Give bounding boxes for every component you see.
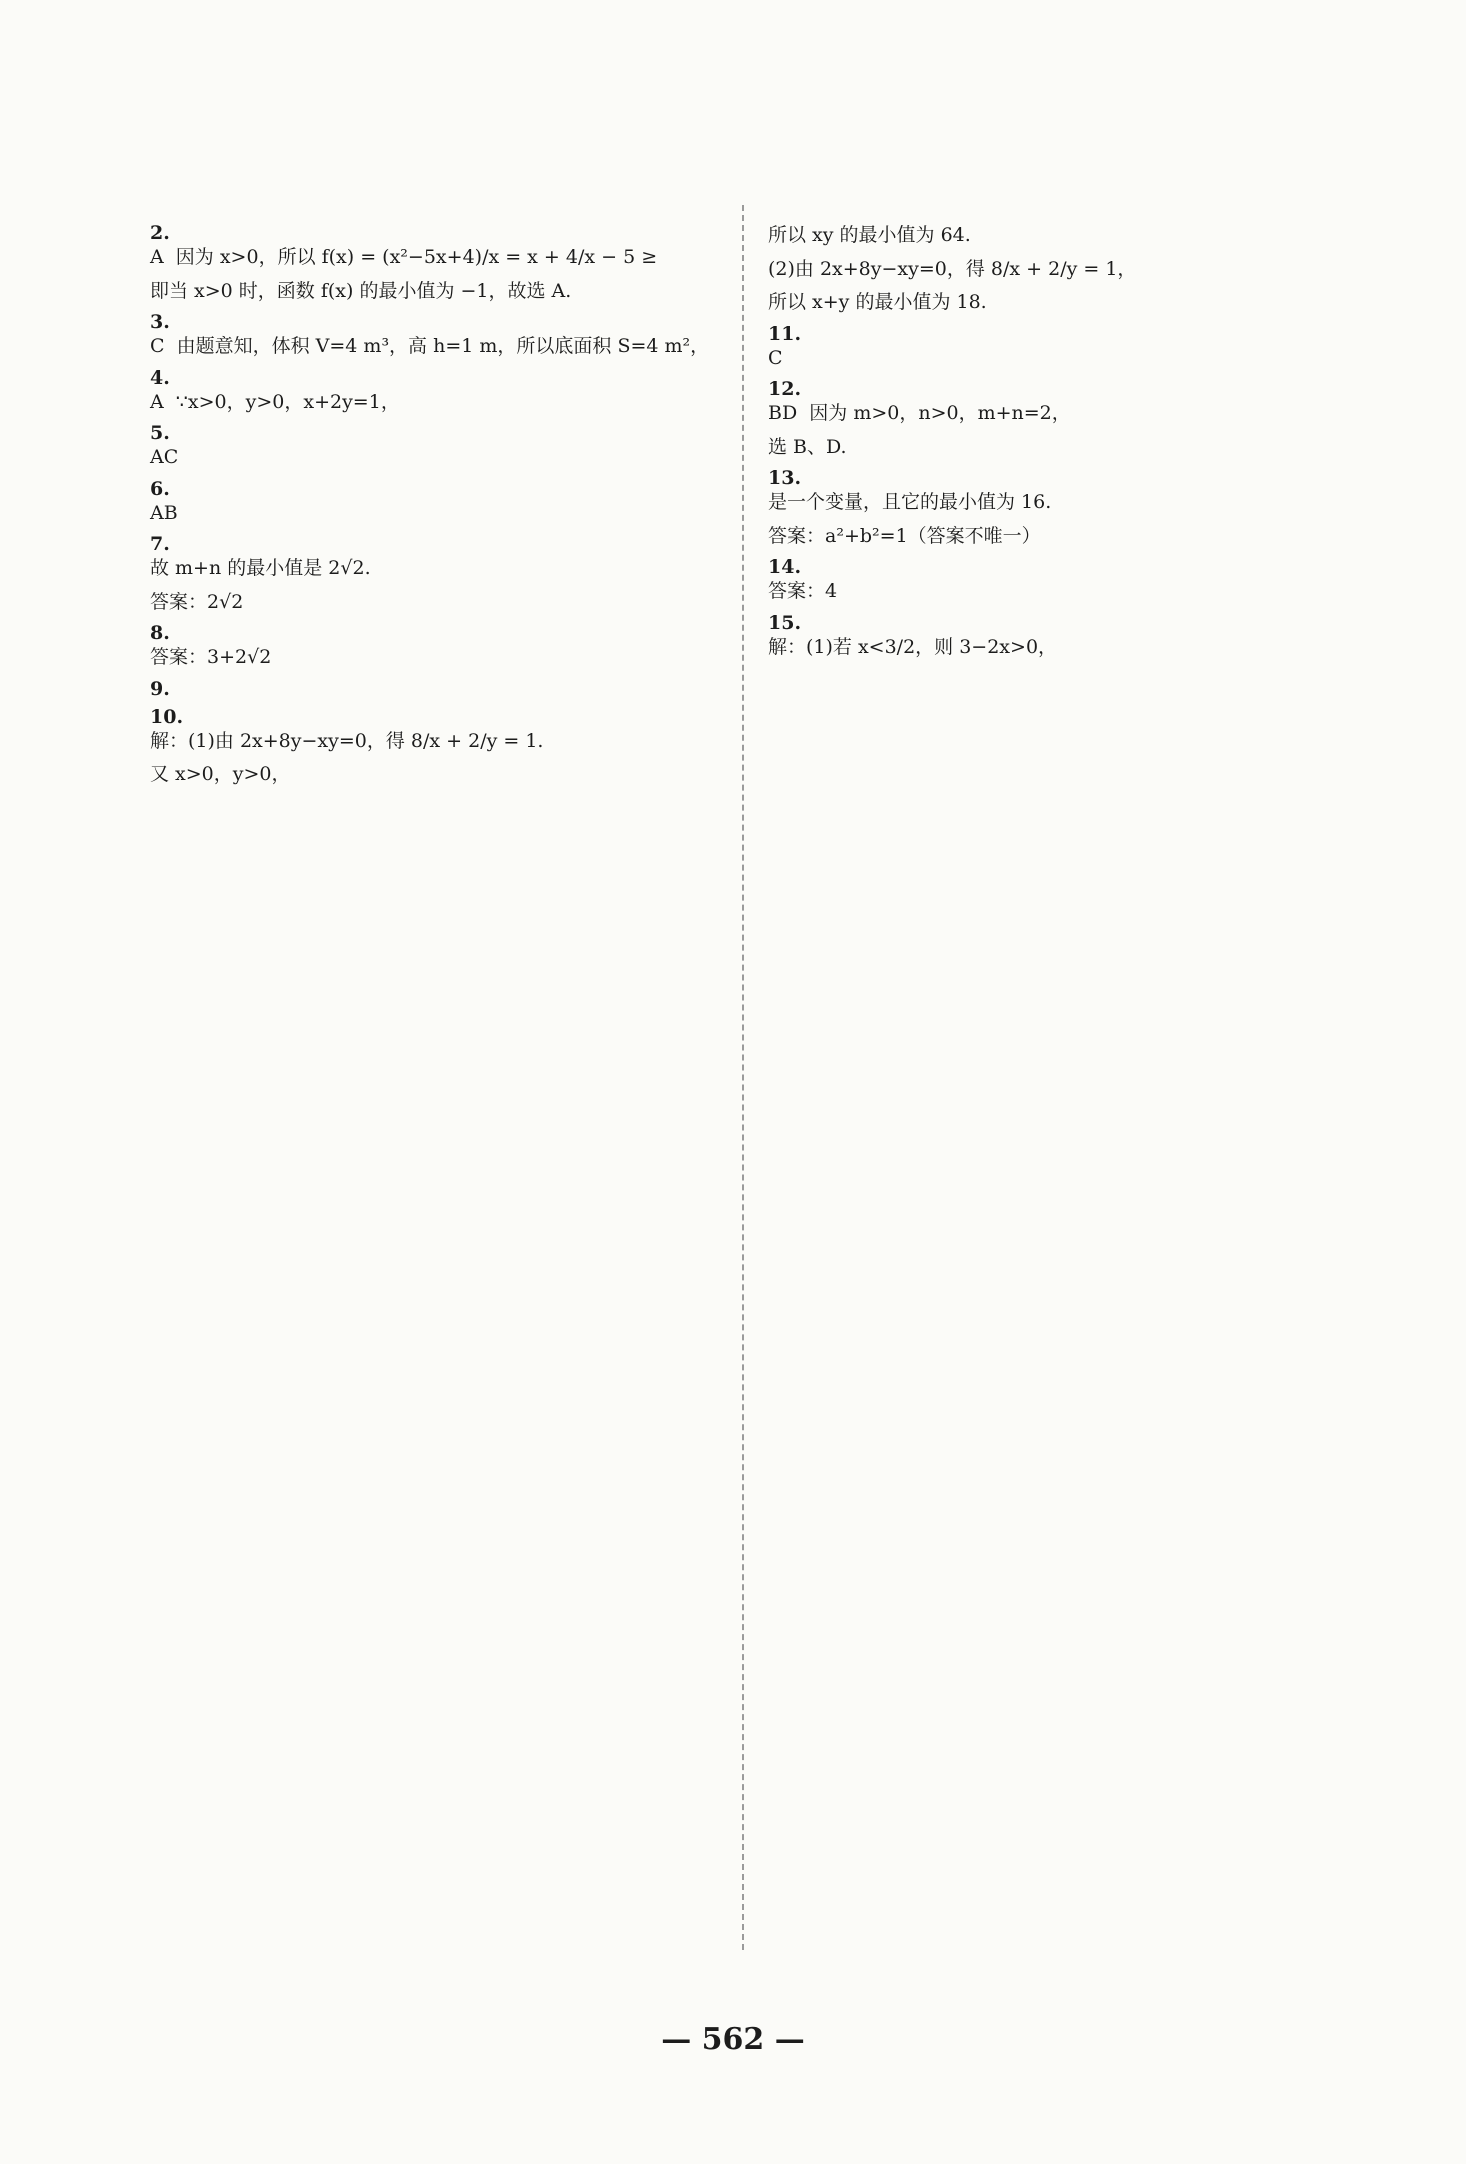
answer-line: 又 x>0，y>0，	[150, 763, 291, 786]
item-number: 2.	[150, 222, 170, 244]
answer-item	[150, 533, 722, 616]
item-number: 10.	[150, 705, 184, 728]
answer-item	[150, 222, 722, 305]
answer-item	[768, 467, 1340, 550]
answer-line: C 由题意知，体积 V=4 m³，高 h=1 m，所以底面积 S=4 m²，	[150, 335, 710, 358]
answer-line: A 因为 x>0，所以 f(x) = (x²−5x+4)/x = x + 4/x − 5 ≥	[150, 246, 658, 268]
answer-item	[768, 556, 1340, 606]
item-number: 5.	[150, 422, 170, 445]
answer-item	[150, 422, 722, 472]
item-number: 6.	[150, 477, 170, 500]
answer-line: 故 m+n 的最小值是 2√2.	[150, 557, 371, 580]
item-number: 13.	[768, 467, 802, 490]
answer-item	[150, 367, 722, 417]
answer-line: 答案：2√2	[150, 590, 244, 613]
answer-line: AC	[150, 446, 179, 469]
answer-item	[150, 311, 722, 361]
answer-line: 解：(1)若 x<3/2，则 3−2x>0，	[768, 635, 1058, 658]
answer-line: 所以 x+y 的最小值为 18.	[768, 291, 987, 314]
answer-item	[150, 706, 722, 789]
item-number: 15.	[768, 611, 802, 634]
answer-item	[768, 222, 1340, 317]
answer-item	[768, 612, 1340, 662]
item-number: 4.	[150, 366, 170, 389]
answer-line: 即当 x>0 时，函数 f(x) 的最小值为 −1，故选 A.	[150, 279, 572, 302]
answer-item	[150, 678, 722, 700]
item-number: 3.	[150, 311, 170, 334]
answer-line: 是一个变量，且它的最小值为 16.	[768, 491, 1052, 514]
right-column	[768, 222, 1340, 667]
answer-line: A ∵x>0，y>0，x+2y=1，	[150, 390, 400, 413]
answer-line: 选 B、D.	[768, 435, 847, 458]
item-number: 9.	[150, 677, 170, 700]
answer-item	[150, 622, 722, 672]
item-number: 12.	[768, 378, 802, 401]
answer-item	[150, 478, 722, 528]
answer-line: 答案：a²+b²=1（答案不唯一）	[768, 524, 1041, 547]
answer-line: AB	[150, 501, 178, 524]
answer-line: (2)由 2x+8y−xy=0，得 8/x + 2/y = 1，	[768, 257, 1137, 280]
item-number: 11.	[768, 322, 802, 345]
column-divider	[742, 205, 744, 1950]
answer-line: 答案：3+2√2	[150, 646, 272, 669]
answer-line: C	[768, 346, 783, 369]
answer-line: 所以 xy 的最小值为 64.	[768, 224, 971, 246]
item-number: 7.	[150, 533, 170, 556]
item-number: 14.	[768, 556, 802, 579]
answer-item	[768, 378, 1340, 461]
answer-line: 答案：4	[768, 580, 838, 603]
answer-line: 解：(1)由 2x+8y−xy=0，得 8/x + 2/y = 1.	[150, 729, 544, 752]
item-number: 8.	[150, 622, 170, 645]
answer-line: BD 因为 m>0，n>0，m+n=2，	[768, 402, 1071, 425]
page-number: — 562 —	[661, 2022, 805, 2057]
answer-item	[768, 323, 1340, 373]
left-column	[150, 222, 722, 795]
